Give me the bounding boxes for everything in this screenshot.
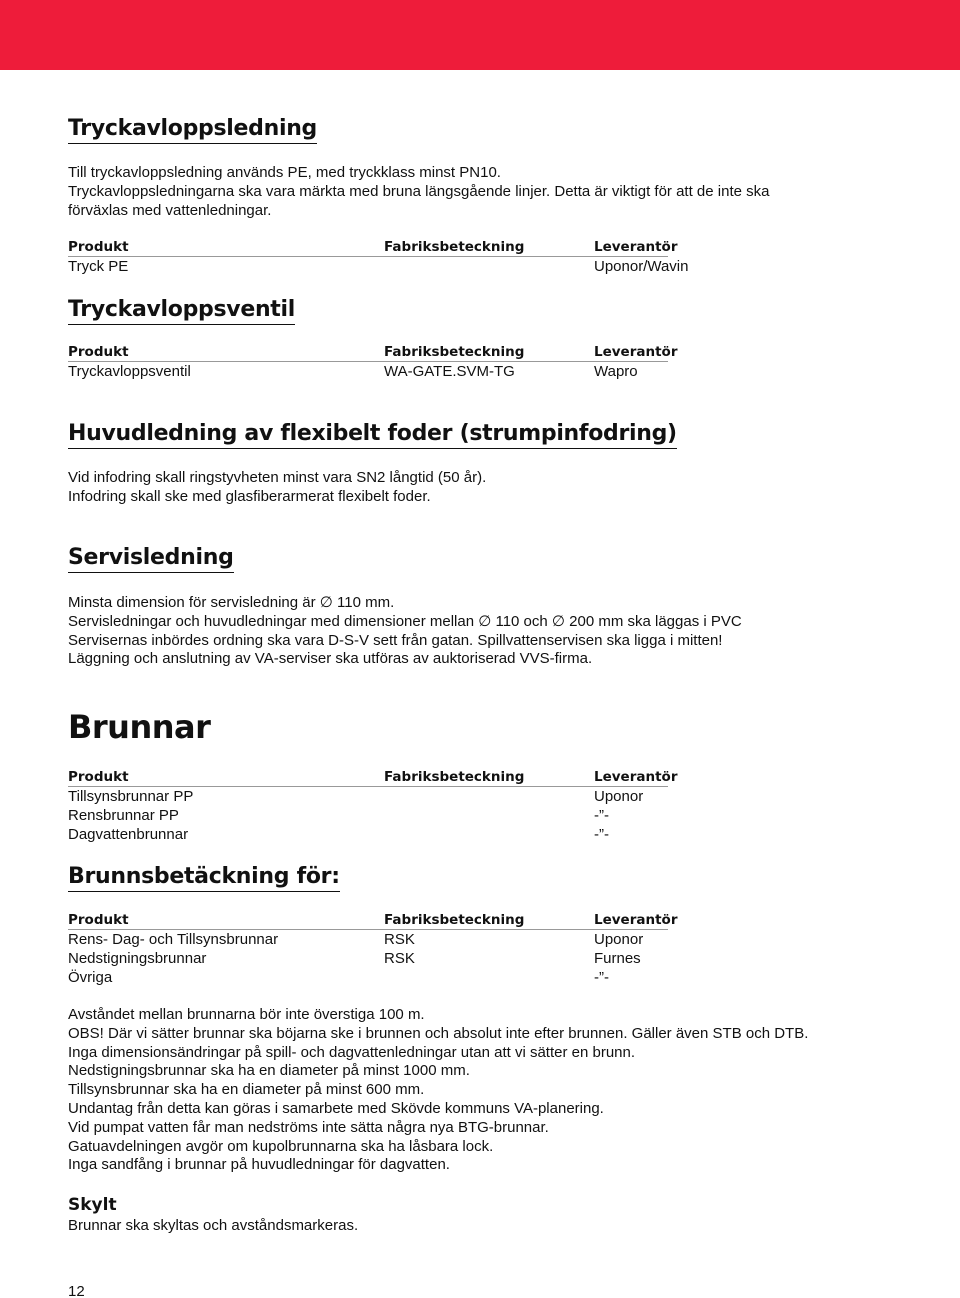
cell-produkt: Tryckavloppsventil	[68, 363, 191, 380]
text-line: Vid infodring skall ringstyvheten minst vara SN2 långtid (50 år).	[68, 469, 487, 486]
text-line: Servisernas inbördes ordning ska vara D-S-V sett från gatan. Spillvattenservisen ska ligga i mitten!	[68, 631, 723, 649]
table-row	[68, 968, 668, 987]
text-line: Tillsynsbrunnar ska ha en diameter på minst 600 mm.	[68, 1081, 425, 1099]
cell-leverantor: Uponor	[594, 788, 644, 805]
text-line: Infodring skall ske med glasfiberarmerat flexibelt foder.	[68, 487, 431, 505]
header-leverantor: Leverantör	[594, 239, 678, 255]
heading-tryckavloppsventil: Tryckavloppsventil	[68, 297, 295, 325]
header-produkt: Produkt	[68, 239, 129, 255]
heading-tryckavloppsledning: Tryckavloppsledning	[68, 116, 317, 144]
text-line: OBS! Där vi sätter brunnar ska böjarna ske i brunnen och absolut inte efter brunnen. Gäller även STB och DTB.	[68, 1024, 809, 1042]
huvud-paragraph	[68, 469, 486, 507]
cell-leverantor: -”-	[594, 968, 609, 986]
cell-leverantor: Wapro	[594, 363, 638, 380]
table-header	[68, 769, 678, 787]
table-row	[68, 257, 689, 276]
cell-leverantor: Uponor	[594, 931, 644, 948]
text-line: Nedstigningsbrunnar ska ha en diameter på minst 1000 mm.	[68, 1062, 470, 1080]
section-tryckavloppsventil	[68, 297, 295, 325]
text-line: Inga dimensionsändringar på spill- och dagvattenledningar utan att vi sätter en brunn.	[68, 1043, 636, 1061]
header-fabriksbeteckning: Fabriksbeteckning	[384, 769, 525, 785]
text-line: Läggning och anslutning av VA-serviser ska utföras av auktoriserad VVS-firma.	[68, 650, 593, 668]
table-row	[68, 362, 668, 381]
header-leverantor: Leverantör	[594, 769, 678, 785]
table-row	[68, 930, 668, 949]
servis-paragraph	[68, 594, 742, 669]
header-leverantor: Leverantör	[594, 912, 678, 928]
cell-produkt: Rens- Dag- och Tillsynsbrunnar	[68, 931, 279, 948]
section-brunnar	[68, 708, 210, 746]
section-brunnsbetackning	[68, 864, 340, 892]
header-produkt: Produkt	[68, 769, 129, 785]
tryck-table	[68, 239, 689, 276]
section-huvudledning	[68, 421, 677, 449]
section-skylt	[68, 1195, 117, 1215]
cell-produkt: Rensbrunnar PP	[68, 806, 179, 824]
text-line: Minsta dimension för servisledning är ∅ 110 mm.	[68, 594, 395, 611]
page-number: 12	[68, 1283, 85, 1298]
text-line: Inga sandfång i brunnar på huvudledningar för dagvatten.	[68, 1156, 450, 1174]
cell-produkt: Tryck PE	[68, 258, 129, 275]
header-produkt: Produkt	[68, 912, 129, 928]
table-row	[68, 787, 668, 806]
table-row	[68, 949, 668, 968]
header-produkt: Produkt	[68, 344, 129, 360]
header-fabriksbeteckning: Fabriksbeteckning	[384, 239, 525, 255]
text-line: förväxlas med vattenledningar.	[68, 201, 272, 219]
cell-produkt: Tillsynsbrunnar PP	[68, 788, 194, 805]
text-line: Vid pumpat vatten får man nedströms inte sätta några nya BTG-brunnar.	[68, 1118, 549, 1136]
heading-brunnsbetackning: Brunnsbetäckning för:	[68, 864, 340, 892]
cell-fabriksbeteckning: WA-GATE.SVM-TG	[384, 363, 515, 380]
ventil-table	[68, 344, 678, 381]
text-line: Till tryckavloppsledning används PE, med tryckklass minst PN10.	[68, 164, 501, 181]
cell-produkt: Nedstigningsbrunnar	[68, 949, 207, 967]
table-row	[68, 825, 668, 844]
heading-brunnar: Brunnar	[68, 708, 211, 746]
tryck-paragraph	[68, 164, 769, 220]
section-servisledning	[68, 545, 234, 573]
cell-leverantor: Uponor/Wavin	[594, 258, 689, 275]
text-line: Servisledningar och huvudledningar med dimensioner mellan ∅ 110 och ∅ 200 mm ska läggas i PVC	[68, 612, 742, 630]
cell-produkt: Övriga	[68, 968, 113, 986]
text-line: Tryckavloppsledningarna ska vara märkta med bruna längsgående linjer. Detta är viktigt för att de inte ska	[68, 182, 770, 200]
header-leverantor: Leverantör	[594, 344, 678, 360]
heading-servisledning: Servisledning	[68, 545, 234, 573]
heading-skylt: Skylt	[68, 1195, 117, 1215]
cell-fabriksbeteckning: RSK	[384, 949, 415, 967]
top-color-bar	[0, 0, 960, 70]
skylt-paragraph	[68, 1217, 358, 1236]
cell-fabriksbeteckning: RSK	[384, 931, 415, 948]
cell-leverantor: -”-	[594, 806, 609, 824]
betackning-paragraph	[68, 1006, 808, 1175]
table-row	[68, 806, 668, 825]
text-line: Gatuavdelningen avgör om kupolbrunnarna ska ha låsbara lock.	[68, 1137, 494, 1155]
header-fabriksbeteckning: Fabriksbeteckning	[384, 344, 525, 360]
cell-produkt: Dagvattenbrunnar	[68, 825, 189, 843]
header-fabriksbeteckning: Fabriksbeteckning	[384, 912, 525, 928]
cell-leverantor: Furnes	[594, 949, 641, 967]
table-header	[68, 239, 678, 257]
text-line: Undantag från detta kan göras i samarbete med Skövde kommuns VA-planering.	[68, 1099, 604, 1117]
text-line: Brunnar ska skyltas och avståndsmarkeras.	[68, 1217, 359, 1234]
betackning-table	[68, 912, 678, 986]
table-header	[68, 344, 678, 362]
heading-huvudledning: Huvudledning av flexibelt foder (strumpinfodring)	[68, 421, 677, 449]
table-header	[68, 912, 678, 930]
cell-leverantor: -”-	[594, 825, 609, 843]
section-tryckavloppsledning	[68, 116, 317, 144]
brunnar-table	[68, 769, 678, 843]
text-line: Avståndet mellan brunnarna bör inte överstiga 100 m.	[68, 1006, 425, 1023]
